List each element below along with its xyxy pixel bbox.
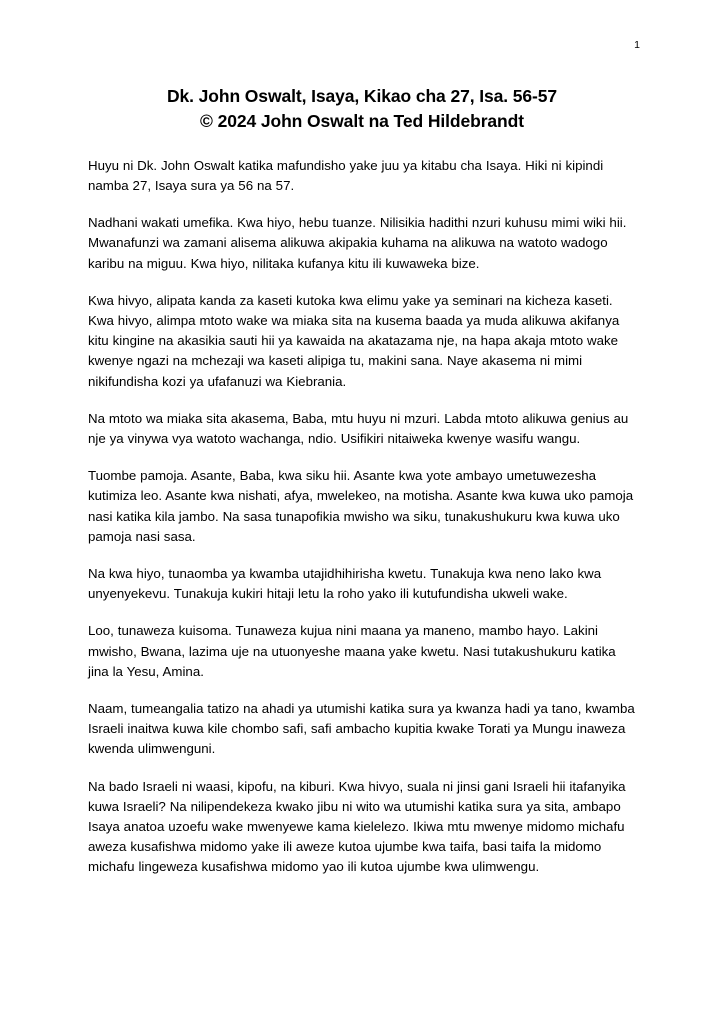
paragraph: Tuombe pamoja. Asante, Baba, kwa siku hii. Asante kwa yote ambayo umetuwezesha kutimiza leo. Asante kwa nishati, afya, mwelekeo, na motisha. Asante kwa kuwa uko pamoja nasi katika kila jambo. Na sasa tunapofikia mwisho wa siku, tunakushukuru kwa kuwa uko pamoja nasi sasa. <box>88 468 634 544</box>
paragraph: Naam, tumeangalia tatizo na ahadi ya utumishi katika sura ya kwanza hadi ya tano, kwamba Israeli inaitwa kuwa kile chombo safi, safi ambacho kupitia kwake Torati ya Mungu inaweza kwenda ulimwenguni. <box>88 700 635 757</box>
paragraph: Nadhani wakati umefika. Kwa hiyo, hebu tuanze. Nilisikia hadithi nzuri kuhusu mimi wiki hii. Mwanafunzi wa zamani alisema alikuwa akipakia kuhama na alikuwa na watoto wadogo karibu na miguu. Kwa hiyo, nilitaka kufanya kitu ili kuwaweka bize. <box>88 215 627 271</box>
paragraph: Loo, tunaweza kuisoma. Tunaweza kujua nini maana ya maneno, mambo hayo. Lakini mwisho, Bwana, lazima uje na utuonyeshe maana yake kwetu. Nasi tutakushukuru katika jina la Yesu, Amina. <box>88 623 616 679</box>
title-line-1: Dk. John Oswalt, Isaya, Kikao cha 27, Isa. 56-57 <box>166 86 558 106</box>
page-title <box>88 84 636 134</box>
paragraph: Kwa hivyo, alipata kanda za kaseti kutoka kwa elimu yake ya seminari na kicheza kaseti. Kwa hivyo, alimpa mtoto wake wa miaka sita na kusema baada ya muda alikuwa akifanya kitu kingine na akasikia sauti hii ya kawaida na akatazama nje, na hapa akaja mtoto wake kwenye ngazi na mchezaji wa kaseti alipiga tu, makini sana. Naye akasema ni mimi nikifundisha kozi ya ufafanuzi wa Kiebrania. <box>88 292 620 389</box>
paragraph: Na mtoto wa miaka sita akasema, Baba, mtu huyu ni mzuri. Labda mtoto alikuwa genius au nje ya vinywa vya watoto wachanga, ndio. Usifikiri nitaiweka kwenye wasifu wangu. <box>88 410 629 446</box>
paragraph: Na bado Israeli ni waasi, kipofu, na kiburi. Kwa hivyo, suala ni jinsi gani Israeli hii itafanyika kuwa Israeli? Na nilipendekeza kwako jibu ni wito wa utumishi katika sura ya sita, ambapo Isaya anatoa uzoefu wake mwenyewe kama kielelezo. Ikiwa mtu mwenye midomo michafu aweza kusafishwa midomo yake ili aweze kutoa ujumbe kwa taifa, basi taifa la midomo michafu lingeweza kusafishwa midomo yao ili kutoa ujumbe kwa ulimwengu. <box>88 778 626 875</box>
document-content <box>88 84 636 878</box>
paragraph: Huyu ni Dk. John Oswalt katika mafundisho yake juu ya kitabu cha Isaya. Hiki ni kipindi namba 27, Isaya sura ya 56 na 57. <box>88 157 604 193</box>
paragraph: Na kwa hiyo, tunaomba ya kwamba utajidhihirisha kwetu. Tunakuja kwa neno lako kwa unyenyekevu. Tunakuja kukiri hitaji letu la roho yako ili kutufundisha ukweli wake. <box>88 565 602 602</box>
body-text <box>88 156 636 878</box>
title-line-2: © 2024 John Oswalt na Ted Hildebrandt <box>200 110 524 131</box>
page-number: 1 <box>634 39 640 51</box>
